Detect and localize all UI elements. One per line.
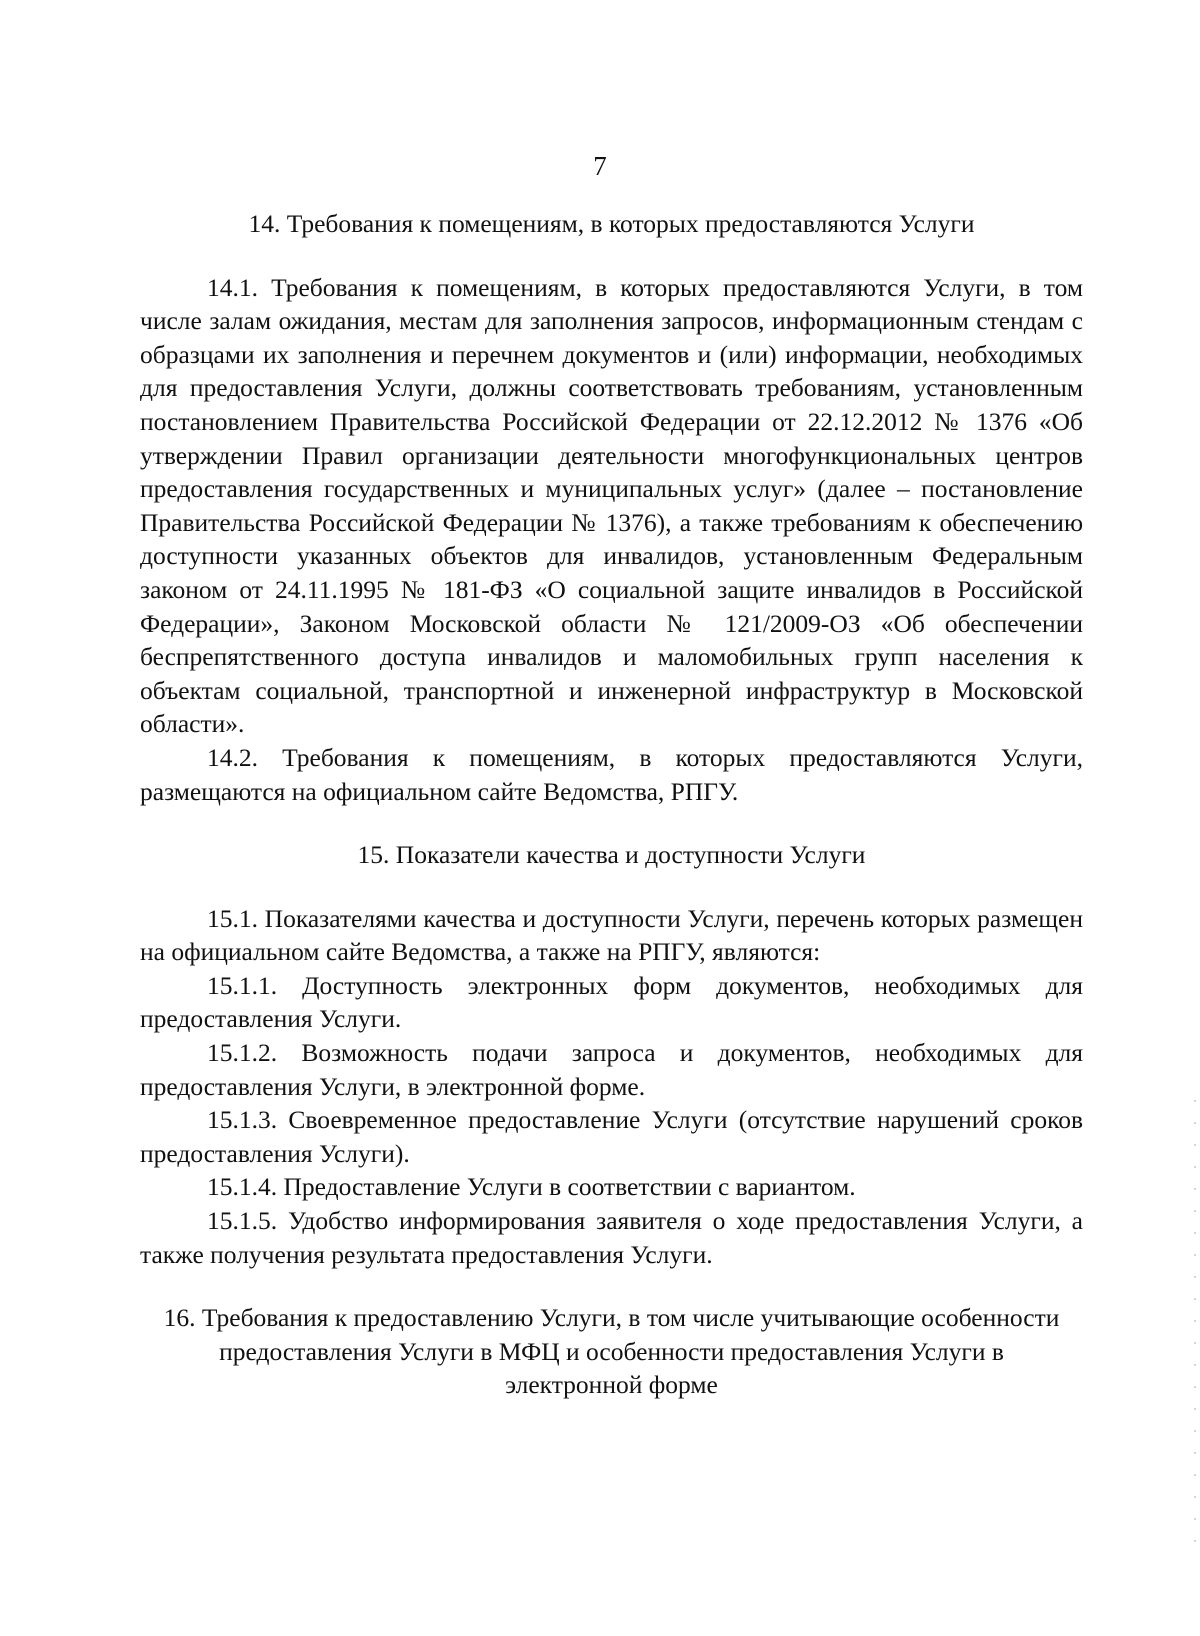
section-15 (140, 838, 1083, 1271)
page-number: 7 (593, 151, 607, 181)
paragraph-15-1-1: 15.1.1. Доступность электронных форм документов, необходимых для предоставления Услуги. (140, 970, 1083, 1034)
paragraph-15-1-3: 15.1.3. Своевременное предоставление Услуги (отсутствие нарушений сроков предоставления Услуги). (140, 1105, 1083, 1168)
section-heading: 16. Требования к предоставлению Услуги, в том числе учитывающие особенности предоставления Услуги в МФЦ и особенности предоставления Услуги в электронной форме (163, 1303, 1060, 1400)
paragraph-15-1-4: 15.1.4. Предоставление Услуги в соответствии с вариантом. (207, 1172, 856, 1202)
section-heading: 15. Показатели качества и доступности Услуги (357, 840, 866, 870)
section-14 (140, 207, 1083, 808)
document-body (140, 207, 1083, 1402)
paragraph-14-2: 14.2. Требования к помещениям, в которых предоставляются Услуги, размещаются на официальном сайте Ведомства, РПГУ. (140, 742, 1083, 806)
scan-edge-marks (1194, 1100, 1196, 1560)
paragraph-15-1: 15.1. Показателями качества и доступности Услуги, перечень которых размещен на официальном сайте Ведомства, а также на РПГУ, являются: (140, 903, 1083, 967)
section-16 (140, 1301, 1083, 1402)
paragraph-14-1: 14.1. Требования к помещениям, в которых предоставляются Услуги, в том числе залам ожидания, местам для заполнения запросов, информационным стендам с образцами их заполнения и перечнем документов и (или) информации, необходимых для предоставления Услуги, должны соответствовать требованиям, установленным постановлением Правительства Российской Федерации от 22.12.2012 № 1376 «Об утверждении Правил организации деятельности многофункциональных центров предоставления государственных и муниципальных услуг» (далее – постановление Правительства Российской Федерации № 1376), а также требованиям к обеспечению доступности указанных объектов для инвалидов, установленным Федеральным законом от 24.11.1995 № 181-ФЗ «О социальной защите инвалидов в Российской Федерации», Законом Московской области № 121/2009-ОЗ «Об обеспечении беспрепятственного доступа инвалидов и маломобильных групп населения к объектам социальной, транспортной и инженерной инфраструктур в Московской области». (140, 272, 1083, 739)
paragraph-15-1-2: 15.1.2. Возможность подачи запроса и документов, необходимых для предоставления Услуги, в электронной форме. (140, 1038, 1083, 1101)
section-heading: 14. Требования к помещениям, в которых предоставляются Услуги (248, 209, 975, 238)
paragraph-15-1-5: 15.1.5. Удобство информирования заявителя о ходе предоставления Услуги, а также получения результата предоставления Услуги. (140, 1206, 1083, 1269)
